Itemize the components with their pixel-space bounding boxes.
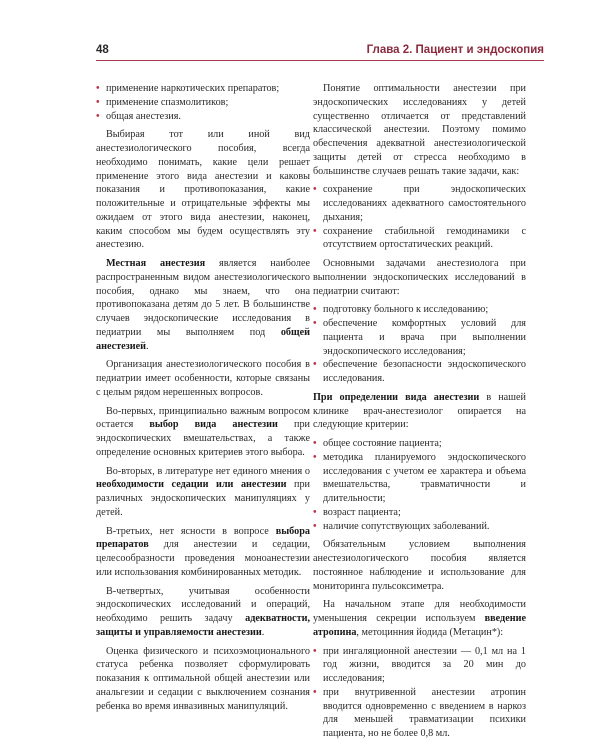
text: В-третьих, нет ясности в вопросе <box>106 525 276 537</box>
paragraph <box>313 598 526 639</box>
paragraph <box>96 525 310 580</box>
bold-term: При определении вида анестезии <box>313 391 480 403</box>
text: является наиболее распространенным видом анестезиологического пособия, однако мы знаем, что она противопоказана детям до 5 лет. В большинстве случаев эндоскопические исследования в педиатрии мы выполняем под <box>96 258 311 338</box>
text: . <box>146 340 149 352</box>
text: , метоцинния йодида (Метацин*): <box>356 626 504 638</box>
paragraph: Понятие оптимальности анестезии при эндоскопических исследованиях у детей существенно отличается от представлений классической анестезии. Поэтому помимо обеспечения адекватной анестезиологической защиты детей от стресса необходимо в большинстве случаев решать такие задачи, как: <box>313 83 526 177</box>
list-item: • общее состояние пациента; <box>313 437 526 451</box>
bold-term: общей анестезией <box>96 326 310 352</box>
left-column <box>96 82 310 718</box>
paragraph: Обязательным условием выполнения анестезиологического пособия является постоянное наблюдение и использование для мониторинга пульсоксиметра. <box>313 539 526 592</box>
list-item: • наличие сопутствующих заболеваний. <box>313 520 526 534</box>
text: Во-первых, принципиально важным вопросом остается <box>96 405 310 431</box>
list-item: • применение спазмолитиков; <box>96 96 310 110</box>
list-item: • сохранение при эндоскопических исследованиях адекватного самостоятельного дыхания; <box>313 183 526 224</box>
paragraph <box>96 257 310 353</box>
right-column <box>313 82 526 746</box>
bold-term: выбора препаратов <box>96 525 310 551</box>
bullet-list <box>313 183 526 252</box>
text: при эндоскопических вмешательствах, а также определение основных критериев этого выбора. <box>96 419 310 458</box>
list-item: • методика планируемого эндоскопического исследования с учетом ее характера и объема вмешательства, травматичности и длительности; <box>313 451 526 506</box>
header-rule <box>96 60 544 61</box>
list-item: • возраст пациента; <box>313 506 526 520</box>
bold-term: необходимости седации или анестезии <box>96 479 287 491</box>
bullet-list <box>96 82 310 123</box>
bullet-list <box>313 303 526 386</box>
bullet-list <box>313 645 526 741</box>
paragraph: Оценка физического и психоэмоционального статуса ребенка позволяет сформулировать показания к оптимальной общей анестезии или анальгезии и седации с выключением сознания ребенка во время инвазивных манипуляций. <box>96 645 310 712</box>
page-header <box>96 40 544 64</box>
list-item: • обеспечение комфортных условий для пациента и врача при выполнении эндоскопического исследования; <box>313 317 526 358</box>
list-item: • сохранение стабильной гемодинамики с отсутствием ортостатических реакций. <box>313 225 526 253</box>
paragraph: Организация анестезиологического пособия в педиатрии имеет особенности, которые связаны с целым рядом нерешенных вопросов. <box>96 359 310 398</box>
text: В-четвертых, учитывая особенности эндоскопических исследований и операций, необходимо решить задачу <box>96 585 310 624</box>
text: . <box>261 626 265 638</box>
bold-term: Местная анестезия <box>106 258 206 269</box>
paragraph <box>96 405 310 460</box>
list-item: • применение наркотических препаратов; <box>96 82 310 96</box>
list-item: • обеспечение безопасности эндоскопического исследования. <box>313 358 526 386</box>
text: Во-вторых, в литературе нет единого мнения о <box>106 465 310 477</box>
text: в нашей клинике врач-анестезиолог опирается на следующие критерии: <box>313 391 526 431</box>
paragraph <box>96 585 310 640</box>
paragraph: Основными задачами анестезиолога при выполнении эндоскопических исследований в педиатрии считают: <box>313 258 526 297</box>
bold-term: адекватности, защиты и управляемости анестезии <box>96 613 310 638</box>
bold-term: введение атропина <box>313 613 526 638</box>
text: На начальном этапе для необходимости уменьшения секреции используем <box>313 599 526 624</box>
list-item: • при ингаляционной анестезии — 0,1 мл на 1 год жизни, вводится за 20 мин до исследования; <box>313 645 526 686</box>
page-number: 48 <box>96 44 109 56</box>
chapter-title: Глава 2. Пациент и эндоскопия <box>366 44 544 56</box>
paragraph <box>313 391 526 432</box>
paragraph: Выбирая тот или иной вид анестезиологического пособия, всегда необходимо понимать, какие цели решает применение этого вида анестезии и каковы показания и противопоказания, какие положительные и отрицательные эффекты мы ожидаем от этого вида анестезии, наконец, каким способом мы будем осуществлять эту анестезию. <box>96 129 310 251</box>
paragraph <box>96 465 310 520</box>
list-item: • подготовку больного к исследованию; <box>313 303 526 317</box>
bullet-list <box>313 437 526 533</box>
list-item: • при внутривенной анестезии атропин вводится одновременно с введением в наркоз для меньшей травматизации психики пациента, но не более 0,8 мл. <box>313 686 526 741</box>
bold-term: выбор вида анестезии <box>149 419 278 431</box>
list-item: • общая анестезия. <box>96 110 310 124</box>
text: для анестезии и седации, целесообразности проведения моноанестезии или использования комбинированных методик. <box>96 539 310 578</box>
text: при различных эндоскопических манипуляциях у детей. <box>96 479 311 518</box>
